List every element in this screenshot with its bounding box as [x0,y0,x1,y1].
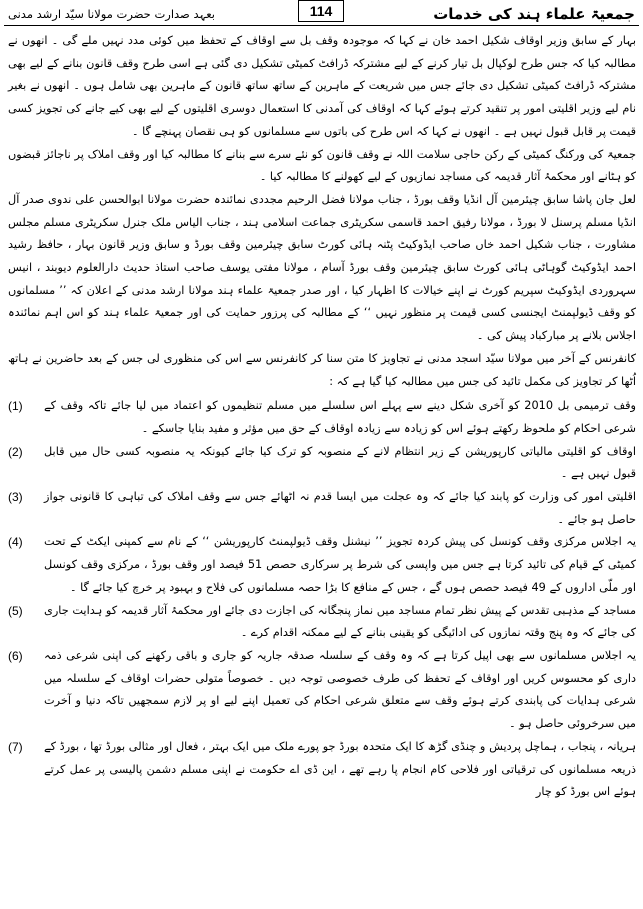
resolutions-list [8,395,636,804]
resolution-text: ہریانہ ، پنجاب ، ہماچل پردیش و چنڈی گڑھ کا ایک متحدہ بورڈ جو پورے ملک میں ایک بہتر ، فعال اور مثالی بورڈ تھا ، بورڈ کے ذریعہ مسلمانوں کی ترقیاتی اور فلاحی کام انجام پا رہے تھے ، این ڈی اے حکومت نے اپنی مسلم دشمن پالیسی پر عمل کرتے ہوئے اس بورڈ کو چار [44,739,636,799]
resolution-number: (6) [8,648,23,663]
resolution-text: اوقاف کو اقلیتی مالیاتی کارپوریشن کے زیر انتظام لانے کے منصوبہ کو ترک کیا جائے کیونکہ یہ منصوبہ کسی حال میں قابل قبول نہیں ہے ۔ [44,444,636,481]
resolution-text: وقف ترمیمی بل 2010 کو آخری شکل دینے سے پہلے اس سلسلے میں مسلم تنظیموں کو اعتماد میں لیا جائے تاکہ وقف کے شرعی احکام کو ملحوظ رکھتے ہوئے اس کو زیادہ سے زیادہ اوقاف کے حق میں مؤثر و مفید بنایا جاسکے ۔ [44,399,636,435]
resolution-number: (7) [8,739,23,754]
page-body [8,30,636,804]
resolution-text: یہ اجلاس مسلمانوں سے بھی اپیل کرتا ہے کہ وہ وقف کے سلسلہ صدقہ جاریہ کو جاری و باقی رکھنے کی اپنی شرعی ذمہ داری کو محسوس کریں اور اوقاف کے تحفظ کی طرف خصوصی توجہ دیں ۔ خصوصاً متولی حضرات اوقاف کے سلسلہ میں شرعی ہدایات کی پابندی کرتے ہوئے وقف سے متعلق شرعی احکام کی تعمیل اپنے لیے او پر لازم سمجھیں تاکہ دنیا و آخرت میں سرخروئی حاصل ہو ۔ [44,648,636,731]
paragraph: بہار کے سابق وزیر اوقاف شکیل احمد خان نے کہا کہ موجودہ وقف بل سے اوقاف کے تحفظ میں کوئی مدد نہیں ملے گی ۔ انھوں نے مطالبہ کیا کہ جس طرح لوکپال بل تیار کرنے کے لیے مشترکہ ڈرافٹ کمیٹی تشکیل دی گئی ہے اسی طرح وقف قانون بنانے کے لیے بھی مشترکہ ڈرافٹ کمیٹی تشکیل دی جائے جس میں شریعت کے ماہرین کے ساتھ ساتھ قانون کے ماہرین بھی شامل ہوں ۔ انھوں نے بغیر نام لیے وزیر اقلیتی امور پر تنقید کرتے ہوئے کہا کہ اوقاف کی آمدنی کا استعمال دوسری اقلیتوں کے لیے بھی کیے جانے کی تجویز کسی قیمت پر قابل قبول نہیں ہے ۔ انھوں نے کہا کہ اس طرح کی باتوں سے مسلمانوں کو ہی نقصان پہنچے گا ۔ [8,34,636,138]
paragraph: کانفرنس کے آخر میں مولانا سیّد اسجد مدنی نے تجاویز کا متن سنا کر کانفرنس سے اس کی منظوری لی جس کے بعد حاضرین نے ہاتھ اُٹھا کر تجاویز کی مکمل تائید کی جس میں مطالبہ کیا گیا ہے کہ : [8,351,636,388]
resolution-number: (2) [8,444,23,459]
resolution-item [8,736,636,804]
resolution-item [8,395,636,440]
resolution-item [8,486,636,531]
resolution-text: اقلیتی امور کی وزارت کو پابند کیا جائے کہ وہ عجلت میں ایسا قدم نہ اٹھائے جس سے وقف املاک کی تباہی کا قانونی جواز حاصل ہو جائے ۔ [44,490,636,526]
resolution-text: یہ اجلاس مرکزی وقف کونسل کی پیش کردہ تجویز ’’ نیشنل وقف ڈیولپمنٹ کارپوریشن ‘‘ کے نام سے کمپنی ایکٹ کے تحت کمیٹی کے قیام کی تائید کرتا ہے جس میں واپسی کی شرط پر سرکاری حصص 51 فیصد اور وقف بورڈ ، مرکزی وقف کونسل اور ملّی اداروں کے 49 فیصد حصص ہوں گے ، جس کے منافع کا بڑا حصہ مسلمانوں کی فلاح و بہبود پر خرچ کیا جائے گا ۔ [44,535,636,594]
book-title: جمعیۃ علماء ہند کی خدمات [433,4,635,23]
resolution-number: (5) [8,603,23,618]
resolution-item [8,600,636,645]
resolution-number: (4) [8,535,23,550]
resolution-item [8,441,636,486]
page-number: 114 [298,0,344,22]
resolution-number: (3) [8,490,23,505]
resolution-item [8,531,636,599]
paragraph: لعل جان پاشا سابق چیئرمین آل انڈیا وقف بورڈ ، جناب مولانا فضل الرحیم مجددی نمائندہ حضرت مولانا ابوالحسن علی ندوی صدر آل انڈیا مسلم پرسنل لا بورڈ ، مولانا رفیق احمد قاسمی سکریٹری جماعت اسلامی ہند ، جناب الیاس ملک جنرل سکریٹری مسلم مجلس مشاورت ، جناب شکیل احمد خاں صاحب ایڈوکیٹ پٹنہ ہائی کورٹ سابق چیئرمین وقف بورڈ و سابق وزیر قانون بہار ، حافظ رشید احمد ایڈوکیٹ گوہاٹی ہائی کورٹ سابق چیئرمین وقف بورڈ آسام ، مولانا مفتی یوسف صاحب استاذ حدیث دارالعلوم دیوبند ، انیس سہروردی ایڈوکیٹ سپریم کورٹ نے اپنے خیالات کا اظہار کیا ، اور صدر جمعیۃ علماء ہند مولانا ارشد مدنی کے اعلان کہ ’’ مسلمانوں کو وقف ڈیولپمنٹ ایجنسی کسی قیمت پر منظور نہیں ‘‘ کے مطالبہ کی پرزور حمایت کی اور جمعیۃ علماء ہند کو اس اہم نمائندہ اجلاس بلانے پر مبارکباد پیش کی ۔ [8,192,636,343]
resolution-text: مساجد کے مذہبی تقدس کے پیش نظر تمام مساجد میں نماز پنجگانہ کی اجازت دی جائے اور محکمۂ آثار قدیمہ کو ہدایت جاری کی جائے کہ وہ پنج وقتہ نمازوں کی ادائیگی کو یقینی بنانے کے لیے ممکنہ اقدام کرے ۔ [44,603,636,640]
paragraph: جمعیۃ کی ورکنگ کمیٹی کے رکن حاجی سلامت اللہ نے وقف قانون کو نئے سرے سے بنانے کا مطالبہ کیا اور وقف املاک پر ناجائز قبضوں کو ہٹانے اور محکمۂ آثار قدیمہ کی مساجد نمازیوں کے لیے کھولنے کا مطالبہ کیا ۔ [8,147,636,184]
resolution-item [8,645,636,736]
resolution-number: (1) [8,399,23,414]
book-subtitle: بعہد صدارت حضرت مولانا سیّد ارشد مدنی [8,6,215,21]
